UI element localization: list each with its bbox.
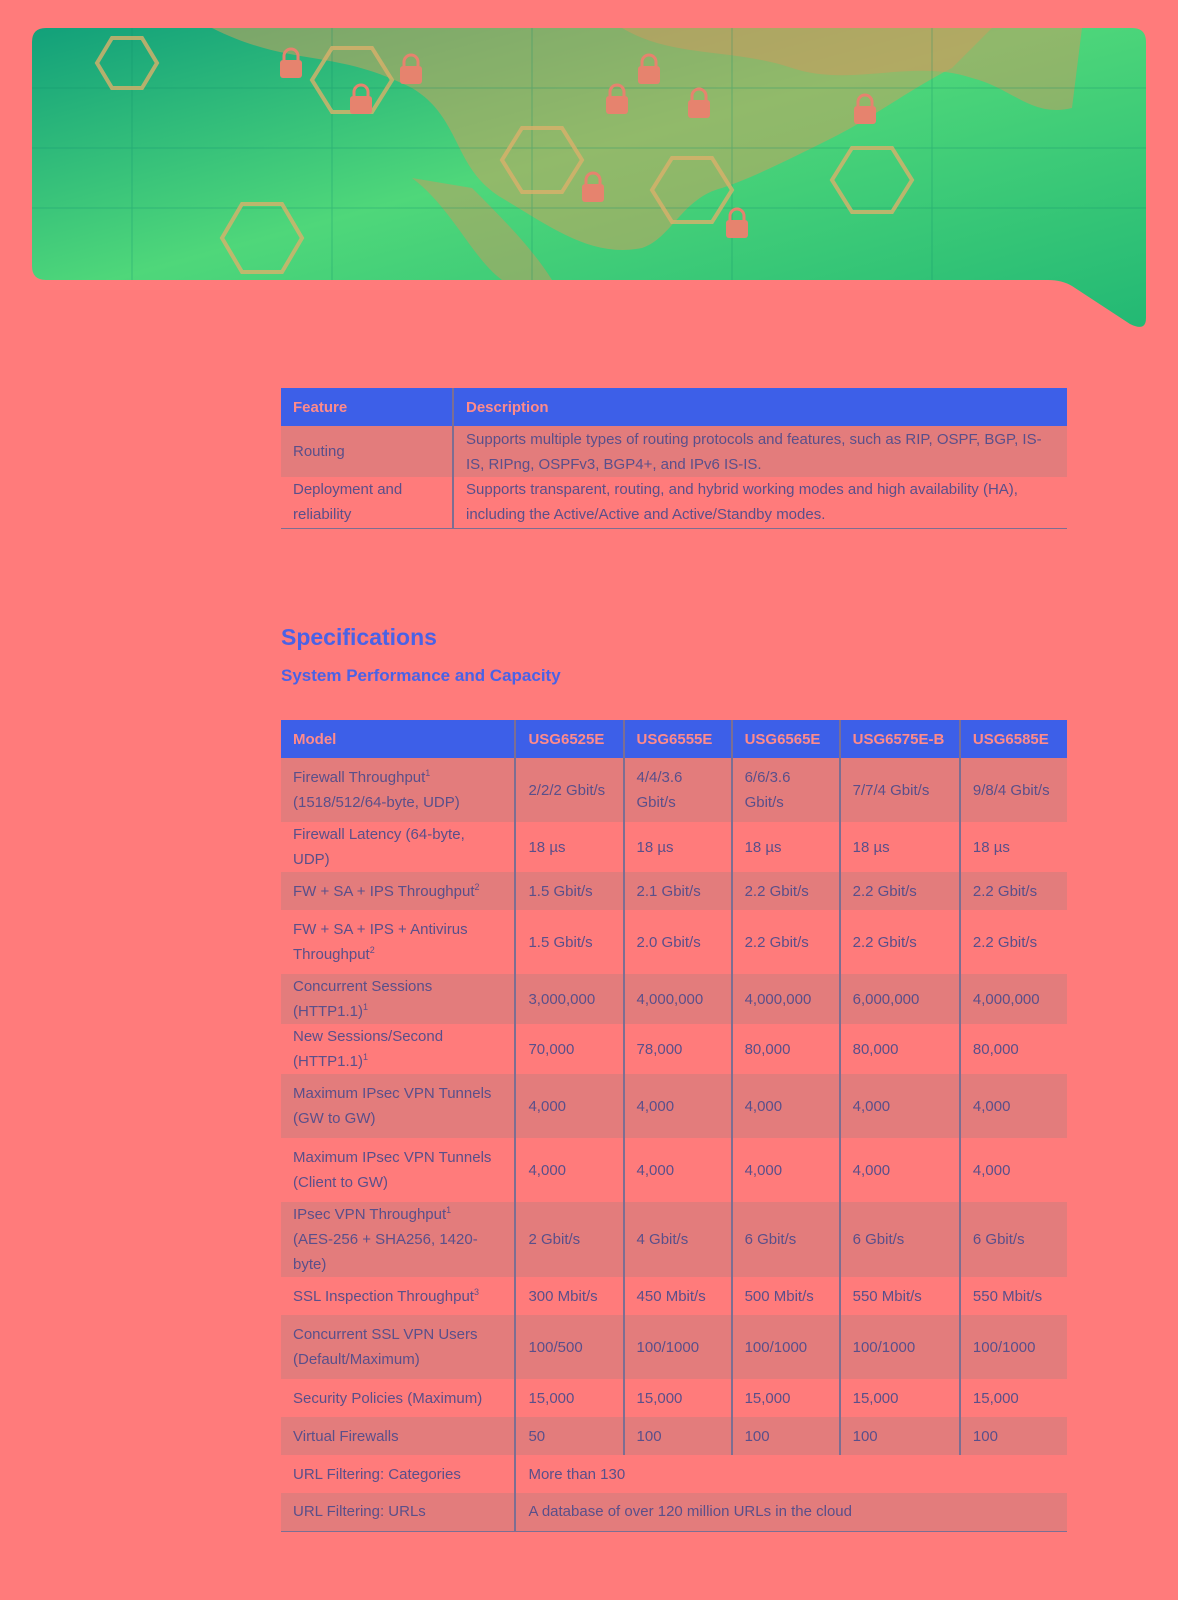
table-row: [281, 974, 1067, 1024]
spec-value-cell: 4,000,000: [624, 974, 732, 1024]
table-row: [281, 758, 1067, 822]
spec-value-cell: 7/7/4 Gbit/s: [840, 758, 960, 822]
spec-label-cell: [281, 1024, 515, 1074]
model-header-usg6525e: USG6525E: [515, 720, 623, 758]
spec-value-cell: 4,000: [624, 1138, 732, 1202]
table-row: [281, 1493, 1067, 1531]
spec-value-cell: 100/1000: [840, 1315, 960, 1379]
spec-value-cell: 2.1 Gbit/s: [624, 872, 732, 910]
table-row: [281, 1315, 1067, 1379]
spec-label: URL Filtering: URLs: [293, 1503, 426, 1521]
spec-value-cell: 4,000: [960, 1074, 1067, 1138]
description-column-header: Description: [453, 388, 1067, 426]
spec-value-cell: 100: [732, 1417, 840, 1455]
model-header-usg6575e-b: USG6575E-B: [840, 720, 960, 758]
spec-label-cell: [281, 822, 515, 872]
spec-label-cell: [281, 1138, 515, 1202]
spec-value-cell: 2.2 Gbit/s: [732, 910, 840, 974]
spec-value-cell: 100: [840, 1417, 960, 1455]
spec-value-cell: 100/1000: [624, 1315, 732, 1379]
spec-label-cell: [281, 1315, 515, 1379]
spec-label: SSL Inspection Throughput: [293, 1287, 474, 1305]
spec-value-cell: 6,000,000: [840, 974, 960, 1024]
spec-value-cell: 100: [624, 1417, 732, 1455]
table-row: [281, 822, 1067, 872]
spec-value-cell: 2/2/2 Gbit/s: [515, 758, 623, 822]
feature-column-header: Feature: [281, 388, 453, 426]
spec-value-cell: 18 µs: [960, 822, 1067, 872]
spec-label: New Sessions/Second (HTTP1.1): [293, 1028, 444, 1070]
model-column-header: Model: [281, 720, 515, 758]
spec-value-cell: 550 Mbit/s: [840, 1277, 960, 1315]
footnote-marker: 3: [473, 1286, 479, 1297]
spec-value-cell: 550 Mbit/s: [960, 1277, 1067, 1315]
spec-label-line2: Throughput: [293, 946, 370, 963]
spec-value-cell: 80,000: [732, 1024, 840, 1074]
spec-label-cell: [281, 1202, 515, 1277]
spec-value-cell: 18 µs: [732, 822, 840, 872]
spec-label: Concurrent SSL VPN Users: [293, 1326, 478, 1343]
footnote-marker: 1: [425, 768, 431, 778]
spec-label-line2: (Default/Maximum): [293, 1351, 420, 1368]
footnote-marker: 2: [369, 945, 375, 955]
table-row: [281, 1277, 1067, 1315]
table-row: [281, 1417, 1067, 1455]
table-row: [281, 1024, 1067, 1074]
spec-value-cell: 4,000: [515, 1074, 623, 1138]
spec-label: Security Policies (Maximum): [293, 1389, 483, 1407]
spec-value-cell: 4,000: [840, 1138, 960, 1202]
footnote-marker: 1: [446, 1205, 452, 1215]
spec-value-cell: 100: [960, 1417, 1067, 1455]
spec-label-cell: [281, 1417, 515, 1455]
spec-value-cell: 500 Mbit/s: [732, 1277, 840, 1315]
spec-value-cell: 9/8/4 Gbit/s: [960, 758, 1067, 822]
table-row: [281, 477, 1067, 528]
spec-label-line2: (GW to GW): [293, 1110, 376, 1127]
table-row: [281, 1074, 1067, 1138]
spec-label-cell: [281, 974, 515, 1024]
description-cell: Supports multiple types of routing protocols and features, such as RIP, OSPF, BGP, IS-IS, RIPng, OSPFv3, BGP4+, and IPv6 IS-IS.: [453, 426, 1067, 477]
spec-value-cell: 15,000: [624, 1379, 732, 1417]
spec-value-cell: 4,000: [840, 1074, 960, 1138]
spec-label-line2: (1518/512/64-byte, UDP): [293, 794, 460, 811]
spec-value-cell: 6 Gbit/s: [840, 1202, 960, 1277]
spec-value-cell: 18 µs: [624, 822, 732, 872]
footnote-marker: 1: [363, 1052, 369, 1062]
spec-value-cell: 4,000: [960, 1138, 1067, 1202]
spec-value-cell: 4,000,000: [732, 974, 840, 1024]
spec-value-cell: 15,000: [515, 1379, 623, 1417]
spec-value-cell: 1.5 Gbit/s: [515, 910, 623, 974]
spec-value-cell: 4/4/3.6 Gbit/s: [624, 758, 732, 822]
feature-cell: Deployment and reliability: [281, 477, 453, 528]
spec-value-cell: More than 130: [515, 1455, 1067, 1493]
table-row: [281, 426, 1067, 477]
spec-value-cell: 100/1000: [960, 1315, 1067, 1379]
spec-label: Virtual Firewalls: [293, 1427, 399, 1445]
spec-label: IPsec VPN Throughput: [293, 1206, 447, 1223]
spec-value-cell: 2.2 Gbit/s: [960, 910, 1067, 974]
spec-label: URL Filtering: Categories: [293, 1465, 461, 1483]
table-row: [281, 1138, 1067, 1202]
spec-value-cell: 4,000: [732, 1074, 840, 1138]
model-header-usg6555e: USG6555E: [624, 720, 732, 758]
spec-label-cell: [281, 1074, 515, 1138]
spec-label-cell: [281, 1379, 515, 1417]
footnote-marker: 2: [474, 881, 480, 892]
spec-value-cell: 15,000: [840, 1379, 960, 1417]
spec-value-cell: 15,000: [732, 1379, 840, 1417]
spec-label-cell: [281, 1455, 515, 1493]
spec-label-cell: [281, 1493, 515, 1531]
specifications-table: [281, 720, 1067, 1532]
spec-value-cell: 80,000: [960, 1024, 1067, 1074]
spec-value-cell: 70,000: [515, 1024, 623, 1074]
spec-table-header-row: [281, 720, 1067, 758]
spec-value-cell: 300 Mbit/s: [515, 1277, 623, 1315]
spec-value-cell: 18 µs: [515, 822, 623, 872]
spec-label: Concurrent Sessions (HTTP1.1): [293, 978, 433, 1020]
spec-value-cell: 4,000,000: [960, 974, 1067, 1024]
spec-value-cell: 50: [515, 1417, 623, 1455]
spec-value-cell: 2.0 Gbit/s: [624, 910, 732, 974]
table-row: [281, 910, 1067, 974]
model-header-usg6585e: USG6585E: [960, 720, 1067, 758]
spec-value-cell: 1.5 Gbit/s: [515, 872, 623, 910]
spec-value-cell: 100/500: [515, 1315, 623, 1379]
spec-value-cell: 3,000,000: [515, 974, 623, 1024]
spec-value-cell: 78,000: [624, 1024, 732, 1074]
spec-value-cell: 2.2 Gbit/s: [732, 872, 840, 910]
spec-value-cell: 100/1000: [732, 1315, 840, 1379]
spec-value-cell: 6 Gbit/s: [960, 1202, 1067, 1277]
spec-label-cell: [281, 872, 515, 910]
feature-table: [281, 388, 1067, 529]
spec-value-cell: 4,000: [515, 1138, 623, 1202]
model-header-usg6565e: USG6565E: [732, 720, 840, 758]
table-row: [281, 872, 1067, 910]
spec-label: FW + SA + IPS + Antivirus: [293, 921, 468, 938]
hero-banner: [32, 28, 1146, 332]
spec-value-cell: 2.2 Gbit/s: [840, 872, 960, 910]
description-cell: Supports transparent, routing, and hybrid working modes and high availability (HA), including the Active/Active and Active/Standby modes.: [453, 477, 1067, 528]
spec-label-line2: (Client to GW): [293, 1174, 389, 1191]
spec-value-cell: 6/6/3.6 Gbit/s: [732, 758, 840, 822]
table-row: [281, 1202, 1067, 1277]
spec-value-cell: 450 Mbit/s: [624, 1277, 732, 1315]
spec-label-cell: [281, 758, 515, 822]
table-row: [281, 1455, 1067, 1493]
spec-value-cell: 18 µs: [840, 822, 960, 872]
spec-value-cell: 2.2 Gbit/s: [840, 910, 960, 974]
spec-value-cell: 4 Gbit/s: [624, 1202, 732, 1277]
feature-table-header-row: [281, 388, 1067, 426]
spec-value-cell: 2.2 Gbit/s: [960, 872, 1067, 910]
spec-label-line2: (AES-256 + SHA256, 1420-byte): [293, 1231, 478, 1273]
spec-value-cell: 4,000: [732, 1138, 840, 1202]
spec-value-cell: 15,000: [960, 1379, 1067, 1417]
spec-value-cell: 4,000: [624, 1074, 732, 1138]
spec-value-cell: 80,000: [840, 1024, 960, 1074]
spec-label: Maximum IPsec VPN Tunnels: [293, 1149, 492, 1166]
spec-value-cell: 2 Gbit/s: [515, 1202, 623, 1277]
feature-cell: Routing: [281, 426, 453, 477]
banner-world-map-image: [32, 28, 1146, 332]
spec-label: Firewall Throughput: [293, 769, 426, 786]
specifications-heading: Specifications: [281, 624, 437, 650]
spec-value-cell: A database of over 120 million URLs in the cloud: [515, 1493, 1067, 1531]
footnote-marker: 1: [363, 1002, 369, 1012]
table-row: [281, 1379, 1067, 1417]
spec-label-cell: [281, 910, 515, 974]
spec-label: Maximum IPsec VPN Tunnels: [293, 1085, 492, 1102]
spec-label: Firewall Latency (64-byte, UDP): [293, 826, 465, 868]
spec-value-cell: 6 Gbit/s: [732, 1202, 840, 1277]
spec-label: FW + SA + IPS Throughput: [293, 882, 475, 900]
system-performance-subheading: System Performance and Capacity: [281, 666, 561, 685]
spec-label-cell: [281, 1277, 515, 1315]
